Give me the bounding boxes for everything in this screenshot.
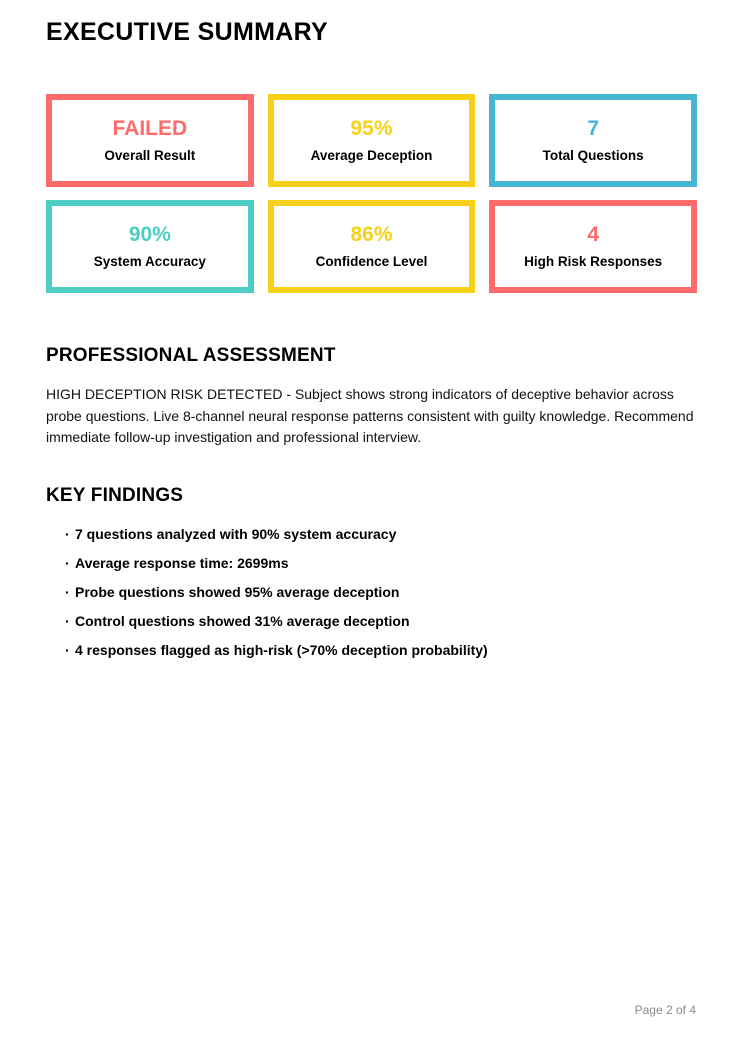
summary-card-value: 86% <box>350 223 393 247</box>
key-finding-item: · Average response time: 2699ms <box>65 555 697 571</box>
key-finding-item: · 7 questions analyzed with 90% system accuracy <box>65 526 697 542</box>
summary-cards-grid <box>46 94 697 293</box>
key-finding-item: · Probe questions showed 95% average deception <box>65 584 697 600</box>
summary-card-label: Overall Result <box>104 148 196 164</box>
summary-card-high-risk-responses <box>489 200 697 293</box>
summary-card-value: 95% <box>350 117 393 141</box>
summary-card-label: High Risk Responses <box>524 254 663 270</box>
summary-card-label: Confidence Level <box>315 254 428 270</box>
key-findings-list <box>46 526 697 658</box>
summary-card-total-questions <box>489 94 697 187</box>
summary-card-value: 4 <box>587 223 599 247</box>
summary-card-label: Average Deception <box>310 148 433 164</box>
key-finding-item: · Control questions showed 31% average deception <box>65 613 697 629</box>
summary-card-value: 90% <box>128 223 171 247</box>
page-title: EXECUTIVE SUMMARY <box>46 18 328 46</box>
professional-assessment-heading: PROFESSIONAL ASSESSMENT <box>46 345 336 366</box>
page-number: Page 2 of 4 <box>634 1003 696 1017</box>
summary-card-value: 7 <box>587 117 599 141</box>
summary-card-label: System Accuracy <box>93 254 206 270</box>
key-finding-item: · 4 responses flagged as high-risk (>70% deception probability) <box>65 642 697 658</box>
summary-card-average-deception <box>268 94 476 187</box>
summary-card-value: FAILED <box>112 117 188 141</box>
summary-card-overall-result <box>46 94 254 187</box>
summary-card-confidence-level <box>268 200 476 293</box>
key-findings-heading: KEY FINDINGS <box>46 484 184 506</box>
summary-card-system-accuracy <box>46 200 254 293</box>
summary-card-label: Total Questions <box>542 148 644 164</box>
professional-assessment-body: HIGH DECEPTION RISK DETECTED - Subject shows strong indicators of deceptive behavior across probe questions. Live 8-channel neural response patterns consistent with guilty knowledge. Recommend immediate follow-up investigation and professional interview. <box>46 386 694 445</box>
